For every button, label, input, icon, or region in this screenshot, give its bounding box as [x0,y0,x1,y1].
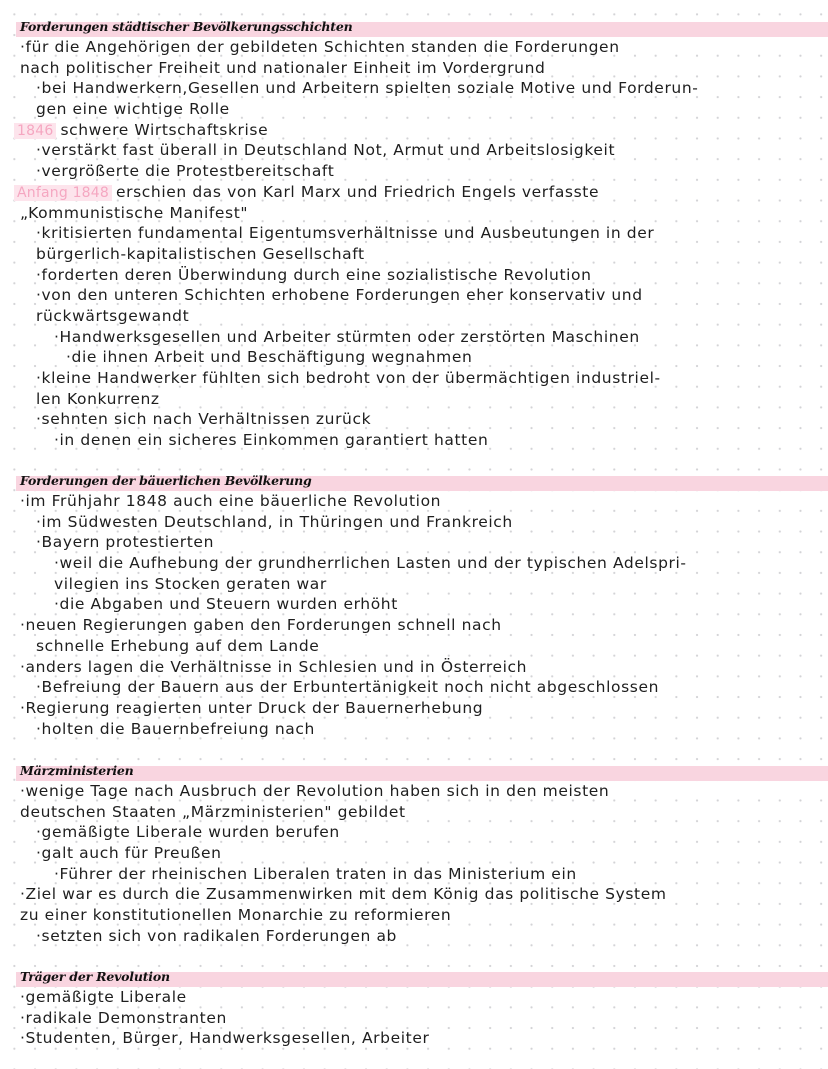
note-line: bürgerlich-kapitalistischen Gesellschaft [36,244,365,263]
note-line: ·holten die Bauernbefreiung nach [36,719,315,738]
section-header: Forderungen der bäuerlichen Bevölkerung [16,476,828,491]
section-staedtische-forderungen [0,19,828,451]
note-line: ·galt auch für Preußen [36,844,222,863]
note-line: nach politischer Freiheit und nationaler Einheit im Vordergrund [20,58,546,77]
note-line: ·in denen ein sicheres Einkommen garantiert hatten [54,431,489,450]
note-line: „Kommunistische Manifest" [20,203,249,222]
note-line: len Konkurrenz [36,389,160,408]
note-line: ·radikale Demonstranten [20,1008,227,1027]
note-line: ·die Abgaben und Steuern wurden erhöht [54,595,398,614]
note-line: ·im Frühjahr 1848 auch eine bäuerliche Revolution [20,492,442,510]
note-line: ·Bayern protestierten [36,533,214,552]
note-line: 1846 schwere Wirtschaftskrise [0,120,828,141]
note-line: ·kritisierten fundamental Eigentumsverhältnisse und Ausbeutungen in der [36,224,655,243]
note-line: zu einer konstitutionellen Monarchie zu reformieren [20,906,452,925]
date-highlight: 1846 [14,123,56,139]
note-line: vilegien ins Stocken geraten war [54,574,327,593]
section-header: Träger der Revolution [16,972,828,987]
note-line: ·Ziel war es durch die Zusammenwirken mit dem König das politische System [20,885,667,904]
note-line: ·neuen Regierungen gaben den Forderungen schnell nach [20,616,502,635]
note-line: ·vergrößerte die Protestbereitschaft [36,162,335,181]
note-line: gen eine wichtige Rolle [36,100,230,119]
note-line: ·forderten deren Überwindung durch eine sozialistische Revolution [36,265,592,284]
note-line: ·für die Angehörigen der gebildeten Schichten standen die Forderungen [20,38,620,56]
section-header: Märzministerien [16,766,828,781]
note-line: ·bei Handwerkern,Gesellen und Arbeitern spielten soziale Motive und Forderun- [36,79,699,98]
note-line: Anfang 1848 erschien das von Karl Marx und Friedrich Engels verfasste [0,182,828,203]
note-line: ·sehnten sich nach Verhältnissen zurück [36,410,372,429]
note-line: ·wenige Tage nach Ausbruch der Revolution haben sich in den meisten [20,782,610,800]
note-line: rückwärtsgewandt [36,306,190,325]
note-line: ·weil die Aufhebung der grundherrlichen Lasten und der typischen Adelspri- [54,554,687,573]
note-line: ·von den unteren Schichten erhobene Forderungen eher konservativ und [36,286,643,305]
section-baeuerliche-forderungen [0,473,828,739]
note-line: ·Regierung reagierten unter Druck der Bauernerhebung [20,698,484,717]
section-header: Forderungen städtischer Bevölkerungsschichten [16,22,828,37]
note-line: ·gemäßigte Liberale [20,988,187,1006]
section-traeger-der-revolution [0,969,828,1049]
note-line: ·anders lagen die Verhältnisse in Schlesien und in Österreich [20,657,528,676]
note-line: ·setzten sich von radikalen Forderungen ab [36,926,397,945]
note-line: ·verstärkt fast überall in Deutschland Not, Armut und Arbeitslosigkeit [36,141,616,160]
note-line: ·die ihnen Arbeit und Beschäftigung wegnahmen [66,348,473,367]
note-line: ·Führer der rheinischen Liberalen traten in das Ministerium ein [54,864,577,883]
note-line: ·Befreiung der Bauern aus der Erbuntertänigkeit noch nicht abgeschlossen [36,678,660,697]
note-line: ·Studenten, Bürger, Handwerksgesellen, Arbeiter [20,1029,430,1048]
note-line: schnelle Erhebung auf dem Lande [36,636,320,655]
note-line: ·im Südwesten Deutschland, in Thüringen und Frankreich [36,512,513,531]
note-line: ·kleine Handwerker fühlten sich bedroht von der übermächtigen industriel- [36,369,661,387]
note-line: ·Handwerksgesellen und Arbeiter stürmten oder zerstörten Maschinen [54,327,640,346]
date-highlight: Anfang 1848 [14,185,112,201]
note-line: ·gemäßigte Liberale wurden berufen [36,823,340,842]
note-line: deutschen Staaten „Märzministerien" gebildet [20,802,406,821]
section-maerzministerien [0,763,828,947]
